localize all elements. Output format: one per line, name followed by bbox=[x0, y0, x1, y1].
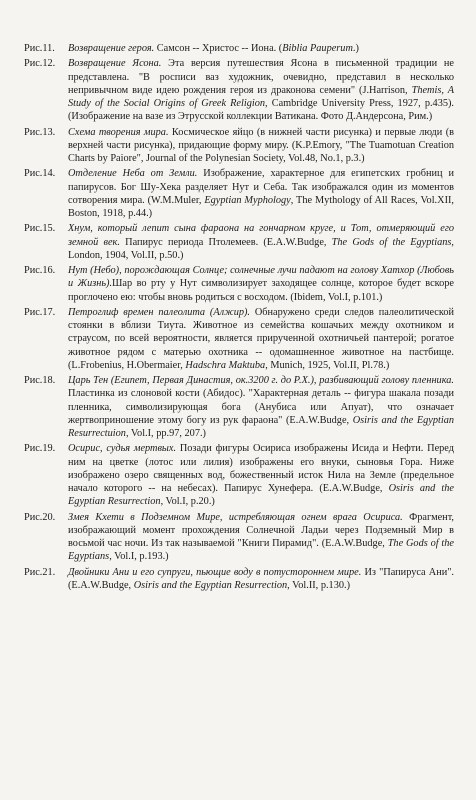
figure-caption bbox=[24, 167, 454, 220]
caption-text: Космическое яйцо (в нижней части рисунка) и первые люди (в верхней части рисунка), придающие форму миру. (K.P.Emory, "The Tuamotuan Creation Charts by Paiore", Journal of the Polynesian Society, Vol.48, No.1, p.3.) bbox=[68, 126, 454, 164]
figure-number: Рис.17. bbox=[24, 306, 56, 318]
figure-number: Рис.20. bbox=[24, 511, 56, 523]
figure-caption bbox=[24, 264, 454, 304]
caption-italic-text: Царь Тен (Египет, Первая Династия, ок.3200 г. до Р.Х.), разбивающий голову пленника. bbox=[68, 375, 454, 387]
caption-italic-text: Хнум, который лепит сына фараона на гончарном круге, и Тот, отмеряющий его земной век. bbox=[68, 223, 454, 248]
caption-italic-text: Возвращение Ясона. bbox=[68, 58, 162, 70]
figure-number: Рис.18. bbox=[24, 375, 56, 387]
caption-text: Эта версия путешествия Ясона в письменной традиции не представлена. "В росписи ваз художник, очевидно, представил в несколько непривычном виде идею рождения героя из драконова семени" (J.Harrison, bbox=[68, 58, 454, 96]
caption-italic-text: The Gods of the Egyptians bbox=[68, 538, 455, 563]
figure-caption bbox=[24, 222, 454, 262]
figure-number: Рис.12. bbox=[24, 58, 56, 70]
figure-captions-list bbox=[24, 42, 454, 592]
figure-caption bbox=[24, 511, 454, 564]
figure-number: Рис.13. bbox=[24, 126, 56, 138]
figure-number: Рис.15. bbox=[24, 223, 56, 235]
caption-italic-text: Hadschra Maktuba bbox=[185, 359, 266, 371]
figure-number: Рис.11. bbox=[24, 43, 55, 54]
caption-text: , London, 1904, Vol.II, p.50.) bbox=[68, 236, 454, 261]
caption-italic-text: Osiris and the Egyptian Resurrection bbox=[133, 579, 288, 591]
caption-text: Фрагмент, изображающий момент прохождения Солнечной Ладьи через Подземный Мир в восьмой час ночи. Из так называемой "Книги Пирамид". (E.A.W.Budge, bbox=[68, 511, 454, 549]
figure-caption bbox=[24, 374, 454, 440]
caption-italic-text: Петроглиф времен палеолита (Алжир). bbox=[68, 306, 250, 318]
caption-text: , Cambridge University Press, 1927, p.435). (Изображение на вазе из Этрусской коллекции Ватикана. Фото Д.Андерсона, Рим.) bbox=[68, 98, 454, 123]
caption-italic-text: Двойники Ани и его супруги, пьющие воду в потустороннем мире. bbox=[68, 566, 362, 578]
figure-caption bbox=[24, 57, 454, 123]
caption-italic-text: Осирис, судья мертвых. bbox=[68, 443, 177, 455]
caption-italic-text: Отделение Неба от Земли. bbox=[68, 168, 198, 180]
caption-italic-text: Нут (Небо), порождающая Солнце; солнечные лучи падают на голову Хатхор (Любовь и Жизнь). bbox=[68, 265, 454, 290]
caption-italic-text: Змея Кхети в Подземном Мире, истребляющая огнем врага Осириса. bbox=[68, 511, 403, 523]
figure-number: Рис.16. bbox=[24, 265, 56, 277]
caption-italic-text: Возвращение героя. bbox=[68, 43, 155, 54]
caption-text: Из "Папируса Ани". (E.A.W.Budge, bbox=[68, 566, 454, 591]
figure-caption bbox=[24, 42, 454, 55]
caption-italic-text: Themis, A Study of the Social Origins of Greek Religion bbox=[68, 84, 454, 109]
caption-text: Позади фигуры Осириса изображены Исида и Нефти. Перед ним на цветке (лотос или лилия) изображены его внуки, сыновья Гора. Ниже изображено озеро священных вод, божественный исток Нила на Земле (предельное начало которого -- на небесах). Папирус Хунефера. (E.A.W.Budge, bbox=[68, 443, 454, 494]
caption-text: , Vol.I, p.193.) bbox=[109, 551, 169, 563]
caption-text: , Vol.I, p.20.) bbox=[160, 496, 215, 508]
caption-italic-text: Osiris and the Egyptian Resurrectuion bbox=[68, 414, 455, 439]
caption-italic-text: Osiris and the Egyptian Resurrection bbox=[68, 483, 454, 508]
figure-number: Рис.19. bbox=[24, 443, 56, 455]
caption-text: .) bbox=[352, 43, 359, 54]
figure-caption bbox=[24, 306, 454, 372]
caption-text: Пластинка из слоновой кости (Абидос). "Характерная деталь -- фигура шакала позади пленника, символизирующая бога (Анубиса или Апуат), что означает жертвоприношение этому богу из рук фараона" (E.A.W.Budge, bbox=[68, 388, 454, 426]
caption-italic-text: The Gods of the Egyptians bbox=[331, 236, 452, 248]
figure-number: Рис.21. bbox=[24, 566, 56, 578]
caption-italic-text: Biblia Pauperum bbox=[282, 43, 353, 54]
caption-text: Шар во рту у Нут символизирует заходящее солнце, которое будет вскоре проглочено ею: чтобы вновь родиться с восходом. (Ibidem, Vol.I, p.101.) bbox=[68, 278, 454, 303]
caption-text: Папирус периода Птолемеев. (E.A.W.Budge, bbox=[119, 236, 332, 248]
caption-text: Изображение, характерное для египетских гробниц и папирусов. Бог Шу-Хека разделяет Нут и Себа. Так изображался один из моментов сотворения мира. (W.M.Muler, bbox=[68, 168, 454, 206]
figure-number: Рис.14. bbox=[24, 168, 56, 180]
caption-italic-text: Egyptian Myphology bbox=[204, 194, 291, 206]
caption-text: , Vol.I, pp.97, 207.) bbox=[125, 428, 206, 439]
caption-text: Самсон -- Христос -- Иона. ( bbox=[154, 43, 283, 54]
caption-text: , Munich, 1925, Vol.II, Pl.78.) bbox=[265, 359, 390, 371]
caption-text: , The Mythology of All Races, Vol.XII, Boston, 1918, p.44.) bbox=[68, 194, 455, 219]
caption-text: , Vol.II, p.130.) bbox=[287, 579, 351, 591]
caption-text: Обнаружено среди следов палеолитической стоянки в вблизи Тиута. Животное из семейства кошачьих между охотником и страусом, по всей вероятности, является прирученной охотничьей пантерой; рогатое животное рядом с матерью охотника -- одомашненное животное на пастбище. (L.Frobenius, H.Obermaier, bbox=[68, 306, 454, 371]
figure-caption bbox=[24, 126, 454, 166]
figure-caption bbox=[24, 566, 454, 592]
caption-italic-text: Схема творения мира. bbox=[68, 126, 169, 138]
figure-caption bbox=[24, 442, 454, 508]
